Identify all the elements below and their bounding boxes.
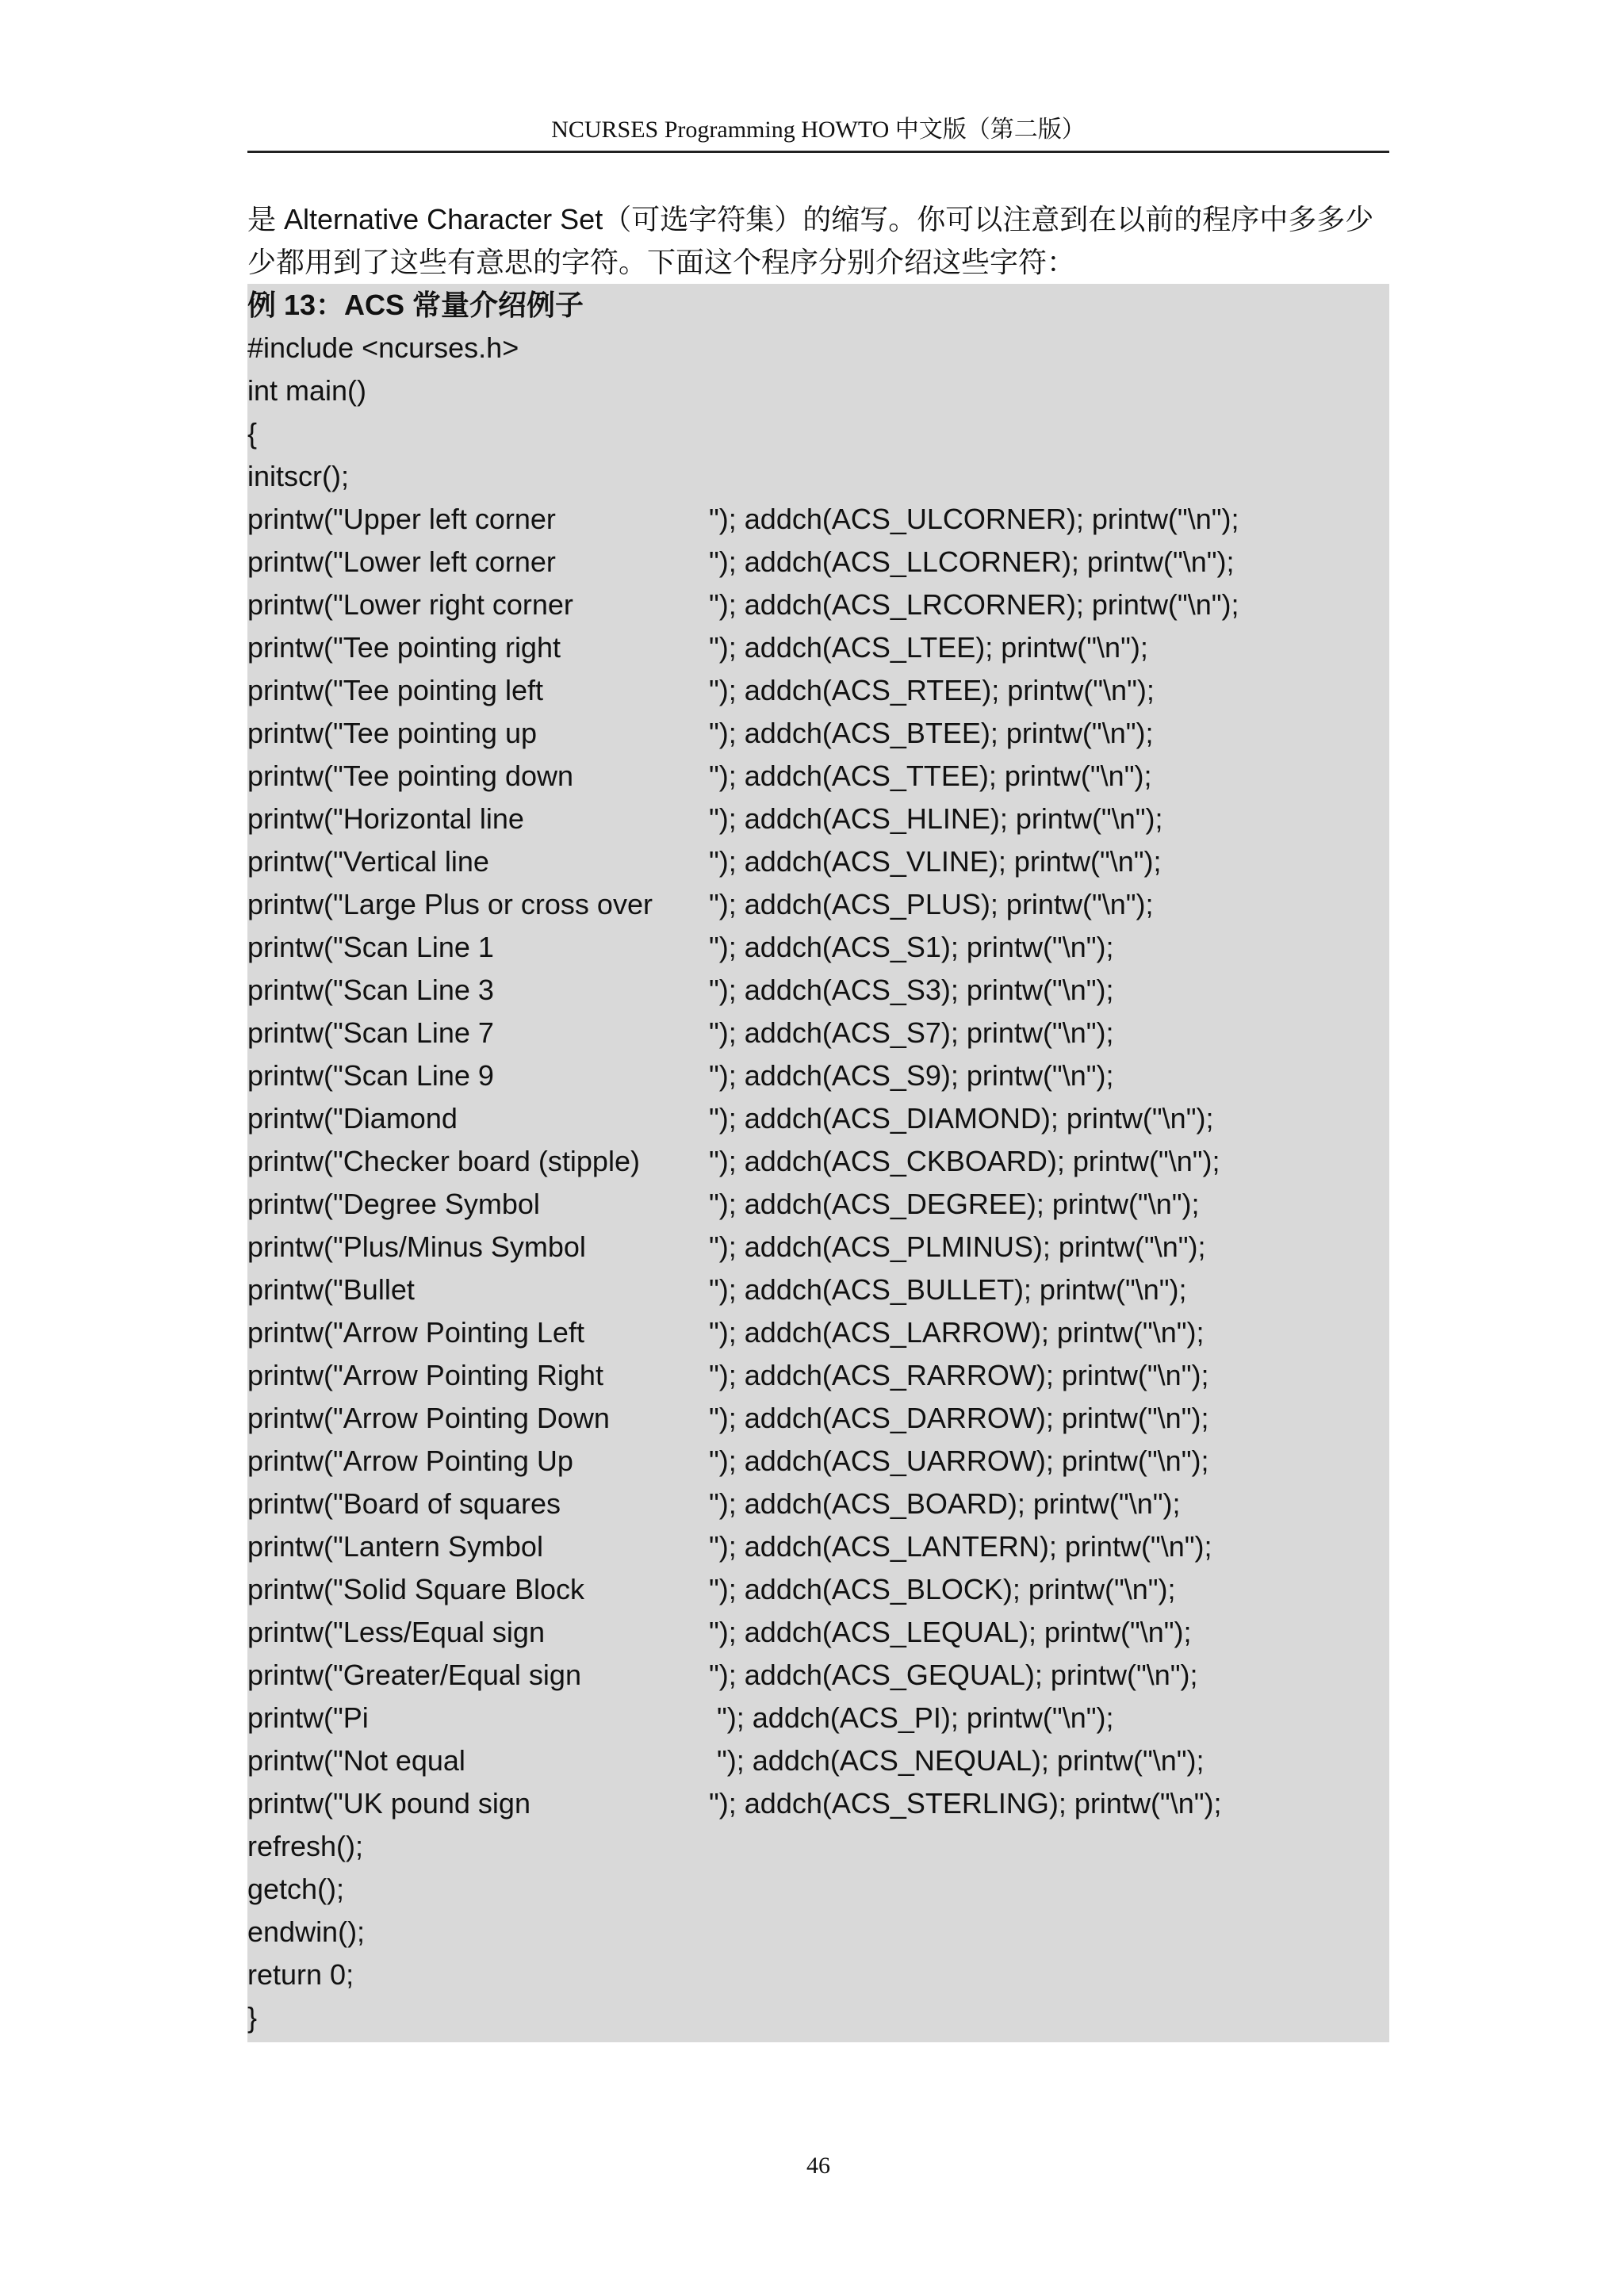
printw-label: printw("Degree Symbol: [247, 1188, 540, 1220]
addch-call: "); addch(ACS_DEGREE); printw("\n");: [709, 1188, 1200, 1220]
addch-call: "); addch(ACS_S1); printw("\n");: [709, 931, 1114, 963]
printw-label: printw("Large Plus or cross over: [247, 888, 653, 920]
code-line: endwin();: [247, 1915, 366, 1948]
addch-call: "); addch(ACS_S9); printw("\n");: [709, 1059, 1114, 1092]
printw-label: printw("Checker board (stipple): [247, 1145, 640, 1177]
addch-call: "); addch(ACS_LEQUAL); printw("\n");: [709, 1616, 1192, 1648]
addch-call: "); addch(ACS_LLCORNER); printw("\n");: [709, 545, 1235, 578]
code-line-printw: [247, 541, 1389, 584]
code-line-printw: [247, 1054, 1389, 1097]
code-line-printw: [247, 584, 1389, 626]
code-line-printw: [247, 1697, 1389, 1739]
page-number: 46: [806, 2152, 830, 2179]
code-line-printw: [247, 1183, 1389, 1226]
addch-call: "); addch(ACS_PLUS); printw("\n");: [709, 888, 1154, 920]
code-line: {: [247, 417, 258, 450]
addch-call: "); addch(ACS_HLINE); printw("\n");: [709, 802, 1163, 835]
code-line: initscr();: [247, 460, 349, 492]
code-line-printw: [247, 498, 1389, 541]
addch-call: "); addch(ACS_LARROW); printw("\n");: [709, 1316, 1205, 1349]
printw-label: printw("Vertical line: [247, 845, 489, 878]
printw-label: printw("Scan Line 1: [247, 931, 494, 963]
printw-label: printw("Scan Line 7: [247, 1016, 494, 1049]
code-line-printw: [247, 840, 1389, 883]
printw-label: printw("Lantern Symbol: [247, 1530, 543, 1563]
printw-label: printw("Tee pointing up: [247, 717, 537, 749]
code-listing: [247, 284, 1389, 2042]
addch-call: "); addch(ACS_BOARD); printw("\n");: [709, 1487, 1181, 1520]
printw-label: printw("Tee pointing down: [247, 760, 574, 792]
code-line-printw: [247, 1568, 1389, 1611]
code-line-printw: [247, 883, 1389, 926]
addch-call: "); addch(ACS_DIAMOND); printw("\n");: [709, 1102, 1214, 1135]
code-line: }: [247, 2001, 258, 2034]
code-line-printw: [247, 1654, 1389, 1697]
code-line-printw: [247, 1483, 1389, 1525]
addch-call: "); addch(ACS_S3); printw("\n");: [709, 974, 1114, 1006]
printw-label: printw("Diamond: [247, 1102, 458, 1135]
code-line-printw: [247, 669, 1389, 712]
printw-label: printw("Board of squares: [247, 1487, 561, 1520]
code-line-printw: [247, 1354, 1389, 1397]
printw-label: printw("Not equal: [247, 1744, 465, 1777]
page-header: NCURSES Programming HOWTO 中文版（第二版）: [551, 117, 1086, 143]
code-line: return 0;: [247, 1958, 354, 1991]
code-line-printw: [247, 1397, 1389, 1440]
printw-label: printw("Solid Square Block: [247, 1573, 584, 1605]
intro-line-2: 少都用到了这些有意思的字符。下面这个程序分别介绍这些字符：: [247, 246, 1076, 278]
addch-call: "); addch(ACS_LTEE); printw("\n");: [709, 631, 1148, 664]
code-line: getch();: [247, 1873, 345, 1905]
code-line-printw: [247, 1440, 1389, 1483]
addch-call: "); addch(ACS_GEQUAL); printw("\n");: [709, 1659, 1198, 1691]
printw-label: printw("Scan Line 3: [247, 974, 494, 1006]
printw-label: printw("Less/Equal sign: [247, 1616, 545, 1648]
addch-call: "); addch(ACS_PI); printw("\n");: [709, 1701, 1114, 1734]
intro-paragraph: [247, 198, 1389, 284]
printw-label: printw("Bullet: [247, 1273, 415, 1306]
addch-call: "); addch(ACS_DARROW); printw("\n");: [709, 1402, 1209, 1434]
code-line-printw: [247, 1012, 1389, 1054]
code-line-printw: [247, 798, 1389, 840]
printw-label: printw("Plus/Minus Symbol: [247, 1230, 586, 1263]
code-line-printw: [247, 755, 1389, 798]
addch-call: "); addch(ACS_CKBOARD); printw("\n");: [709, 1145, 1220, 1177]
printw-label: printw("Arrow Pointing Down: [247, 1402, 610, 1434]
addch-call: "); addch(ACS_BULLET); printw("\n");: [709, 1273, 1187, 1306]
addch-call: "); addch(ACS_VLINE); printw("\n");: [709, 845, 1162, 878]
printw-label: printw("Tee pointing right: [247, 631, 561, 664]
addch-call: "); addch(ACS_PLMINUS); printw("\n");: [709, 1230, 1206, 1263]
example-title: 例 13：ACS 常量介绍例子: [247, 289, 584, 321]
addch-call: "); addch(ACS_LRCORNER); printw("\n");: [709, 588, 1239, 621]
code-line-printw: [247, 926, 1389, 969]
printw-label: printw("Upper left corner: [247, 503, 556, 535]
code-line: refresh();: [247, 1830, 364, 1862]
intro-line-1: 是 Alternative Character Set（可选字符集）的缩写。你可以注意到在以前的程序中多多少: [247, 203, 1374, 235]
addch-call: "); addch(ACS_UARROW); printw("\n");: [709, 1445, 1209, 1477]
printw-label: printw("Scan Line 9: [247, 1059, 494, 1092]
addch-call: "); addch(ACS_LANTERN); printw("\n");: [709, 1530, 1212, 1563]
addch-call: "); addch(ACS_S7); printw("\n");: [709, 1016, 1114, 1049]
header-rule: [247, 151, 1389, 153]
addch-call: "); addch(ACS_NEQUAL); printw("\n");: [709, 1744, 1205, 1777]
code-line: #include <ncurses.h>: [247, 331, 519, 364]
code-line-printw: [247, 969, 1389, 1012]
printw-label: printw("Horizontal line: [247, 802, 524, 835]
code-line-printw: [247, 1782, 1389, 1825]
printw-label: printw("Lower left corner: [247, 545, 556, 578]
code-line-printw: [247, 1226, 1389, 1269]
addch-call: "); addch(ACS_BTEE); printw("\n");: [709, 717, 1154, 749]
printw-label: printw("UK pound sign: [247, 1787, 530, 1820]
addch-call: "); addch(ACS_TTEE); printw("\n");: [709, 760, 1152, 792]
addch-call: "); addch(ACS_BLOCK); printw("\n");: [709, 1573, 1176, 1605]
code-line-printw: [247, 1311, 1389, 1354]
code-line-printw: [247, 1611, 1389, 1654]
code-line-printw: [247, 1525, 1389, 1568]
printw-label: printw("Pi: [247, 1701, 369, 1734]
addch-call: "); addch(ACS_STERLING); printw("\n");: [709, 1787, 1222, 1820]
code-line-printw: [247, 1269, 1389, 1311]
code-line-printw: [247, 712, 1389, 755]
addch-call: "); addch(ACS_RARROW); printw("\n");: [709, 1359, 1209, 1391]
addch-call: "); addch(ACS_ULCORNER); printw("\n");: [709, 503, 1239, 535]
printw-label: printw("Arrow Pointing Right: [247, 1359, 603, 1391]
code-line-printw: [247, 1739, 1389, 1782]
printw-label: printw("Greater/Equal sign: [247, 1659, 581, 1691]
code-line-printw: [247, 1140, 1389, 1183]
code-line: int main(): [247, 374, 367, 407]
addch-call: "); addch(ACS_RTEE); printw("\n");: [709, 674, 1155, 706]
code-line-printw: [247, 1097, 1389, 1140]
printw-label: printw("Arrow Pointing Up: [247, 1445, 573, 1477]
printw-label: printw("Lower right corner: [247, 588, 573, 621]
code-line-printw: [247, 626, 1389, 669]
printw-label: printw("Arrow Pointing Left: [247, 1316, 584, 1349]
printw-label: printw("Tee pointing left: [247, 674, 543, 706]
